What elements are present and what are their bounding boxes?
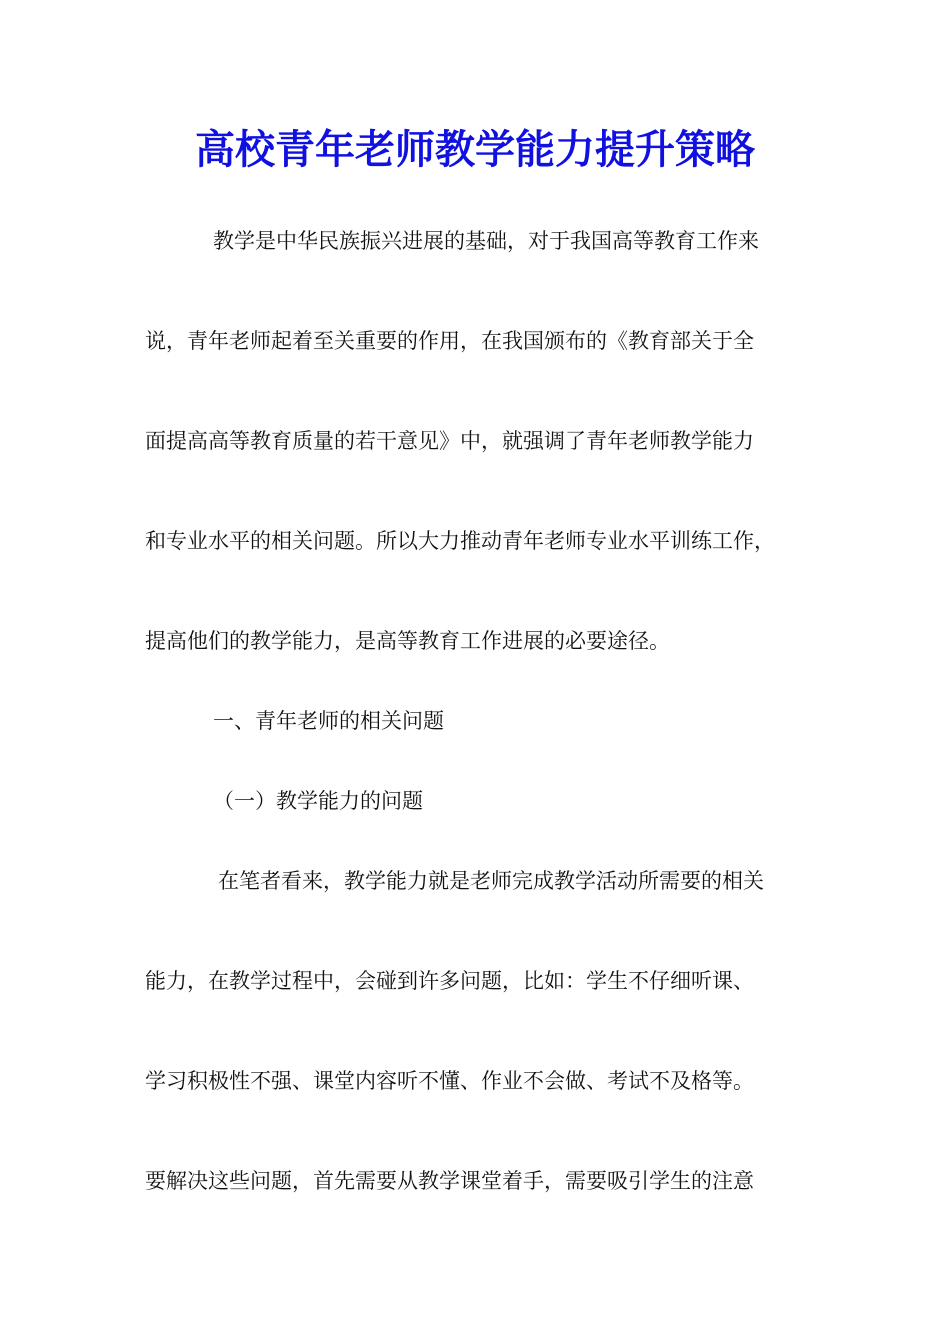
paragraph-line: 能力，在教学过程中，会碰到许多问题，比如：学生不仔细听课、 (145, 969, 754, 993)
document-title: 高校青年老师教学能力提升策略 (195, 126, 755, 173)
paragraph-line: 在笔者看来，教学能力就是老师完成教学活动所需要的相关 (218, 869, 764, 893)
paragraph-line: 面提高高等教育质量的若干意见》中，就强调了青年老师教学能力 (145, 429, 754, 453)
paragraph-line: 教学是中华民族振兴进展的基础，对于我国高等教育工作来 (213, 229, 759, 253)
paragraph-line: 要解决这些问题，首先需要从教学课堂着手，需要吸引学生的注意 (145, 1169, 754, 1193)
section-heading: 一、青年老师的相关问题 (213, 709, 444, 733)
subsection-heading: （一）教学能力的问题 (213, 789, 423, 813)
paragraph-line: 说，青年老师起着至关重要的作用，在我国颁布的《教育部关于全 (145, 329, 754, 353)
paragraph-line: 提高他们的教学能力，是高等教育工作进展的必要途径。 (145, 629, 670, 653)
paragraph-line: 学习积极性不强、课堂内容听不懂、作业不会做、考试不及格等。 (145, 1069, 754, 1093)
paragraph-line: 和专业水平的相关问题。所以大力推动青年老师专业水平训练工作， (145, 529, 775, 553)
